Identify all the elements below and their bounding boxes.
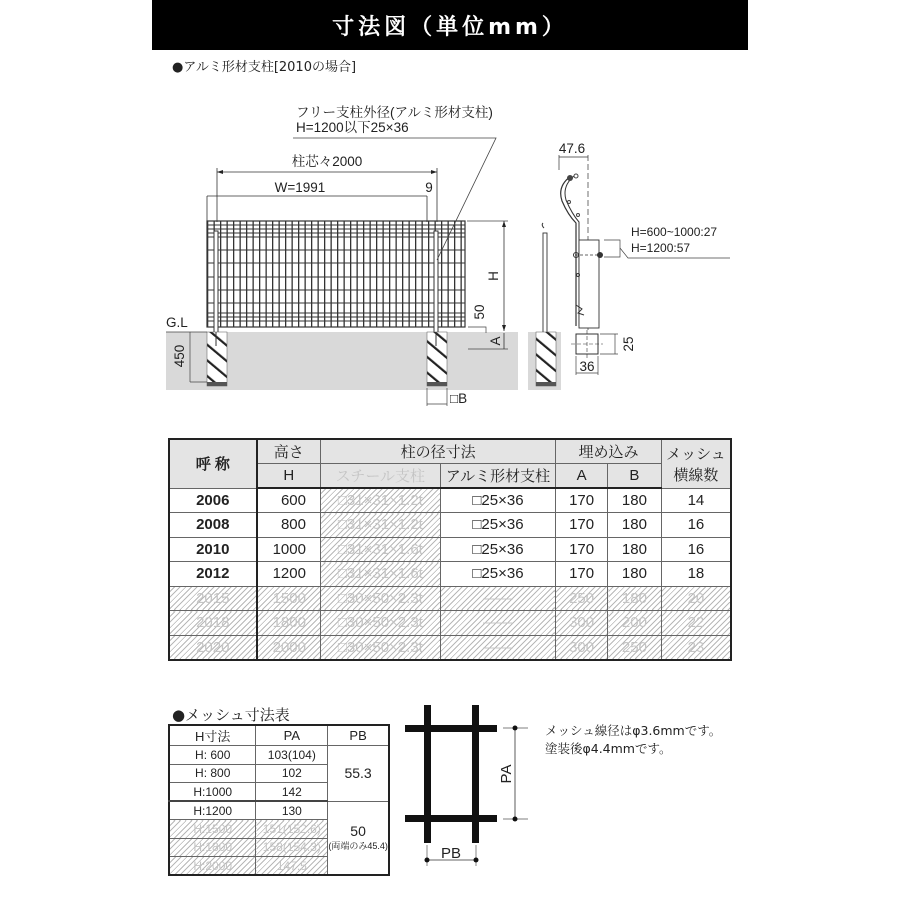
cell-steel-post: □31×31×1.2t — [320, 513, 440, 538]
header-mesh — [661, 439, 731, 488]
cell-alu-post: □25×36 — [440, 537, 555, 562]
cell-embed-b: 180 — [608, 488, 662, 513]
table-row — [169, 611, 731, 636]
left-post — [214, 231, 218, 346]
cell-embed-b: 180 — [608, 562, 662, 587]
header-alu-post: アルミ形材支柱 — [440, 464, 555, 489]
header-steel-post: スチール支柱 — [320, 464, 440, 489]
cell-name: 2015 — [169, 586, 257, 611]
cell-alu-post: □25×36 — [440, 513, 555, 538]
cell-alu-post: ―― — [440, 611, 555, 636]
header-name: 呼 称 — [169, 439, 257, 488]
cell-embed-a: 250 — [556, 586, 608, 611]
cell-name: 2012 — [169, 562, 257, 587]
mesh-table — [168, 724, 390, 876]
mesh-cell-h: H:1500 — [169, 820, 256, 839]
mesh-pb-group2-value: 50 — [350, 823, 366, 840]
cell-embed-b: 250 — [608, 635, 662, 660]
header-embed-group: 埋め込み — [556, 439, 662, 464]
cell-steel-post: □30×50×2.3t — [320, 611, 440, 636]
header-embed-b: B — [608, 464, 662, 489]
left-footing — [207, 332, 227, 386]
side-depth-label: 47.6 — [558, 141, 586, 156]
mesh-section-label: ●メッシュ寸法表 — [172, 706, 290, 724]
cell-height: 1000 — [257, 537, 321, 562]
right-footing — [427, 332, 447, 386]
mesh-cell-pa: 102 — [256, 764, 328, 783]
cell-steel-post: □31×31×1.2t — [320, 488, 440, 513]
post-section-label: ●アルミ形材支柱[2010の場合] — [172, 60, 357, 75]
cell-height: 1200 — [257, 562, 321, 587]
post-width-label: 36 — [579, 359, 595, 374]
cell-mesh-count: 16 — [661, 537, 731, 562]
cell-embed-a: 170 — [556, 513, 608, 538]
mesh-pb-label: PB — [440, 845, 462, 862]
pitch-label: 柱芯々2000 — [291, 154, 363, 169]
header-height-top: 高さ — [257, 439, 321, 464]
spec-table — [168, 438, 732, 661]
offset-label: 9 — [425, 180, 433, 195]
mesh-header-pb: PB — [328, 725, 389, 746]
cell-alu-post: □25×36 — [440, 488, 555, 513]
table-row — [169, 513, 731, 538]
header-mesh-top: メッシュ — [666, 445, 726, 463]
cell-embed-a: 170 — [556, 562, 608, 587]
mesh-cell-pa: 103(104) — [256, 746, 328, 765]
mesh-cell-h: H: 800 — [169, 764, 256, 783]
mesh-note-line2: 塗装後φ4.4mmです。 — [545, 741, 672, 756]
cell-alu-post: □25×36 — [440, 562, 555, 587]
mesh-diagram — [400, 700, 540, 870]
mesh-cell-h: H:1800 — [169, 838, 256, 857]
cell-name: 2006 — [169, 488, 257, 513]
mesh-horizontal-wire — [405, 815, 497, 822]
callout-line1: フリー支柱外径(アルミ形材支柱) — [296, 105, 493, 120]
header-mesh-bottom: 横線数 — [673, 466, 719, 484]
cell-steel-post: □31×31×1.6t — [320, 562, 440, 587]
mesh-cell-pb-group1: 55.3 — [328, 746, 389, 802]
embed-label: A — [488, 336, 503, 346]
cell-embed-a: 170 — [556, 537, 608, 562]
cell-embed-b: 200 — [608, 611, 662, 636]
gl-label: G.L — [166, 315, 188, 330]
mesh-cell-h: H: 600 — [169, 746, 256, 765]
mesh-cell-pa: 142 — [256, 783, 328, 802]
post-depth-label: 25 — [621, 336, 636, 352]
cell-steel-post: □30×50×2.3t — [320, 635, 440, 660]
header-height-bottom: H — [257, 464, 321, 489]
cell-name: 2008 — [169, 513, 257, 538]
cell-height: 800 — [257, 513, 321, 538]
table-row — [169, 586, 731, 611]
cell-name: 2020 — [169, 635, 257, 660]
mesh-pa-label: PA — [498, 764, 515, 784]
cell-height: 600 — [257, 488, 321, 513]
header-post-group: 柱の径寸法 — [320, 439, 555, 464]
table-row — [169, 562, 731, 587]
cell-mesh-count: 23 — [661, 635, 731, 660]
cell-steel-post: □31×31×1.6t — [320, 537, 440, 562]
cell-embed-a: 170 — [556, 488, 608, 513]
cell-height: 2000 — [257, 635, 321, 660]
mesh-cell-pa: 147.5 — [256, 857, 328, 876]
cell-mesh-count: 20 — [661, 586, 731, 611]
mesh-cell-pb-group2 — [328, 801, 389, 875]
cell-name: 2018 — [169, 611, 257, 636]
table-row — [169, 537, 731, 562]
cell-height: 1500 — [257, 586, 321, 611]
cell-embed-a: 300 — [556, 635, 608, 660]
cell-mesh-count: 14 — [661, 488, 731, 513]
cell-alu-post: ―― — [440, 635, 555, 660]
callout-line2: H=1200以下25×36 — [296, 120, 409, 135]
depth-label: 450 — [172, 344, 187, 368]
mesh-panel — [207, 221, 465, 327]
width-label: W=1991 — [274, 180, 326, 195]
mesh-cell-h: H:2000 — [169, 857, 256, 876]
cell-mesh-count: 22 — [661, 611, 731, 636]
cell-steel-post: □30×50×2.3t — [320, 586, 440, 611]
cell-alu-post: ―― — [440, 586, 555, 611]
hole-label: □B — [450, 391, 468, 406]
page-title: 寸法図（単位mm） — [152, 0, 748, 50]
right-post — [434, 231, 438, 346]
cell-name: 2010 — [169, 537, 257, 562]
header-embed-a: A — [556, 464, 608, 489]
cell-mesh-count: 18 — [661, 562, 731, 587]
side-note-line1: H=600~1000:27 — [631, 225, 718, 239]
side-note-line2: H=1200:57 — [631, 241, 691, 255]
table-row — [169, 635, 731, 660]
mesh-header-pa: PA — [256, 725, 328, 746]
mesh-note — [545, 722, 721, 758]
mesh-row — [169, 746, 389, 765]
mesh-cell-h: H:1200 — [169, 801, 256, 820]
front-view-drawing — [0, 0, 900, 420]
mesh-pb-group2-note: (両端のみ45.4) — [328, 841, 388, 852]
height-label: H — [486, 271, 501, 281]
side-view-drawing — [536, 141, 730, 386]
mesh-cell-h: H:1000 — [169, 783, 256, 802]
mesh-row — [169, 801, 389, 820]
cell-embed-b: 180 — [608, 537, 662, 562]
table-row — [169, 488, 731, 513]
cell-embed-b: 180 — [608, 513, 662, 538]
mesh-header-h: H寸法 — [169, 725, 256, 746]
mesh-cell-pa: 151(152.6) — [256, 820, 328, 839]
mesh-cell-pa: 130 — [256, 801, 328, 820]
cell-embed-b: 180 — [608, 586, 662, 611]
gap-label: 50 — [472, 304, 487, 320]
mesh-horizontal-wire — [405, 725, 497, 732]
cell-height: 1800 — [257, 611, 321, 636]
cell-embed-a: 300 — [556, 611, 608, 636]
mesh-cell-pa: 158(154.3) — [256, 838, 328, 857]
mesh-note-line1: メッシュ線径はφ3.6mmです。 — [545, 723, 722, 738]
cell-mesh-count: 16 — [661, 513, 731, 538]
